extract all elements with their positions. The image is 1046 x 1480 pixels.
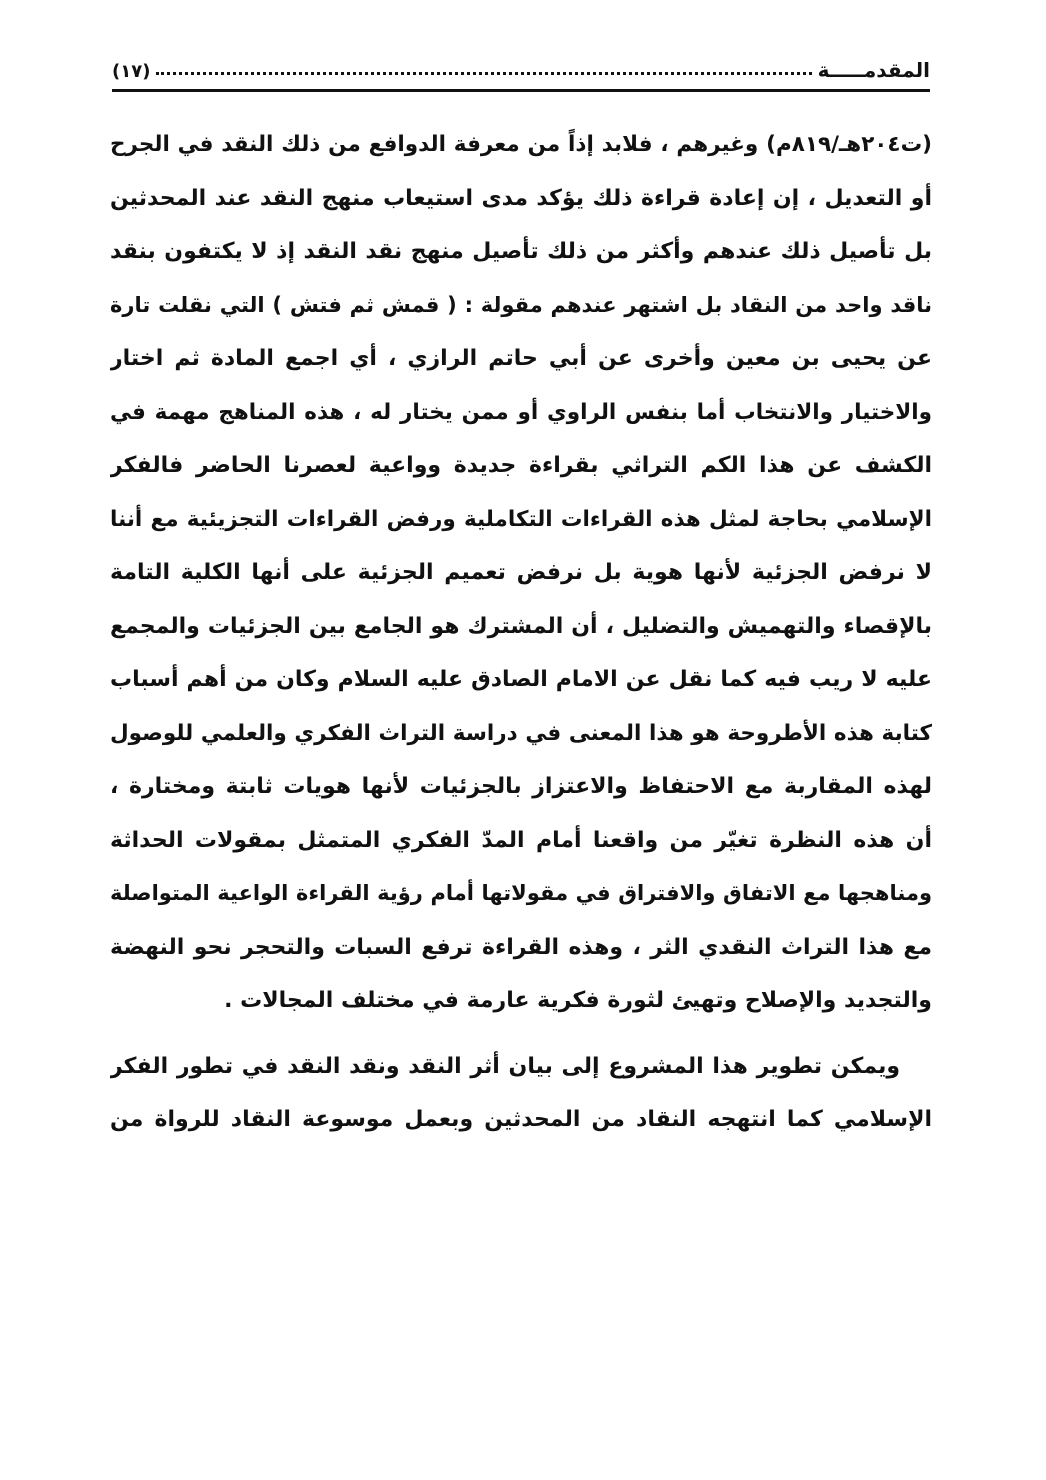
dotted-leader [156, 71, 811, 75]
running-header [112, 42, 930, 82]
text-line: لهذه المقاربة مع الاحتفاظ والاعتزاز بالجزئيات لأنها هويات ثابتة ومختارة ، [110, 774, 932, 799]
text-line: والاختيار والانتخاب أما بنفس الراوي أو ممن يختار له ، هذه المناهج مهمة في [110, 399, 932, 425]
chapter-title: المقدمـــــة [817, 58, 930, 82]
text-line: والتجديد والإصلاح وتهيئ لثورة فكرية عارمة في مختلف المجالات . [224, 988, 932, 1013]
page-number: (١٧) [112, 61, 151, 82]
text-line: أن هذه النظرة تغيّر من واقعنا أمام المدّ الفكري المتمثل بمقولات الحداثة [110, 827, 932, 853]
text-line: عليه لا ريب فيه كما نقل عن الامام الصادق عليه السلام وكان من أهم أسباب [110, 667, 932, 692]
paragraph [110, 118, 932, 1028]
text-line: ويمكن تطوير هذا المشروع إلى بيان أثر النقد ونقد النقد في تطور الفكر [110, 1053, 900, 1079]
header-rule [112, 89, 930, 92]
text-line: ومناهجها مع الاتفاق والافتراق في مقولاتها أمام رؤية القراءة الواعية المتواصلة [110, 881, 932, 905]
text-line: ناقد واحد من النقاد بل اشتهر عندهم مقولة : ( قمش ثم فتش ) التي نقلت تارة [110, 292, 932, 317]
text-line: أو التعديل ، إن إعادة قراءة ذلك يؤكد مدى استيعاب منهج النقد عند المحدثين [110, 185, 932, 211]
text-line: مع هذا التراث النقدي الثر ، وهذه القراءة ترفع السبات والتحجر نحو النهضة [110, 934, 932, 960]
body-text [110, 118, 932, 1147]
text-line: لا نرفض الجزئية لأنها هوية بل نرفض تعميم الجزئية على أنها الكلية التامة [110, 560, 932, 585]
paragraph [110, 1040, 932, 1147]
text-line: كتابة هذه الأطروحة هو هذا المعنى في دراسة التراث الفكري والعلمي للوصول [110, 720, 932, 746]
text-line: الكشف عن هذا الكم التراثي بقراءة جديدة وواعية لعصرنا الحاضر فالفكر [110, 453, 932, 478]
text-line: عن يحيى بن معين وأخرى عن أبي حاتم الرازي ، أي اجمع المادة ثم اختار [110, 346, 932, 371]
text-line: الإسلامي كما انتهجه النقاد من المحدثين وبعمل موسوعة النقاد للرواة من [110, 1107, 932, 1132]
text-line: (ت٢٠٤هـ/٨١٩م) وغيرهم ، فلابد إذاً من معرفة الدوافع من ذلك النقد في الجرح [110, 132, 932, 157]
text-line: الإسلامي بحاجة لمثل هذه القراءات التكاملية ورفض القراءات التجزيئية مع أننا [110, 506, 932, 532]
text-line: بل تأصيل ذلك عندهم وأكثر من ذلك تأصيل منهج نقد النقد إذ لا يكتفون بنقد [110, 239, 932, 264]
text-line: بالإقصاء والتهميش والتضليل ، أن المشترك هو الجامع بين الجزئيات والمجمع [110, 613, 932, 639]
paragraph-spacer [110, 1028, 932, 1040]
